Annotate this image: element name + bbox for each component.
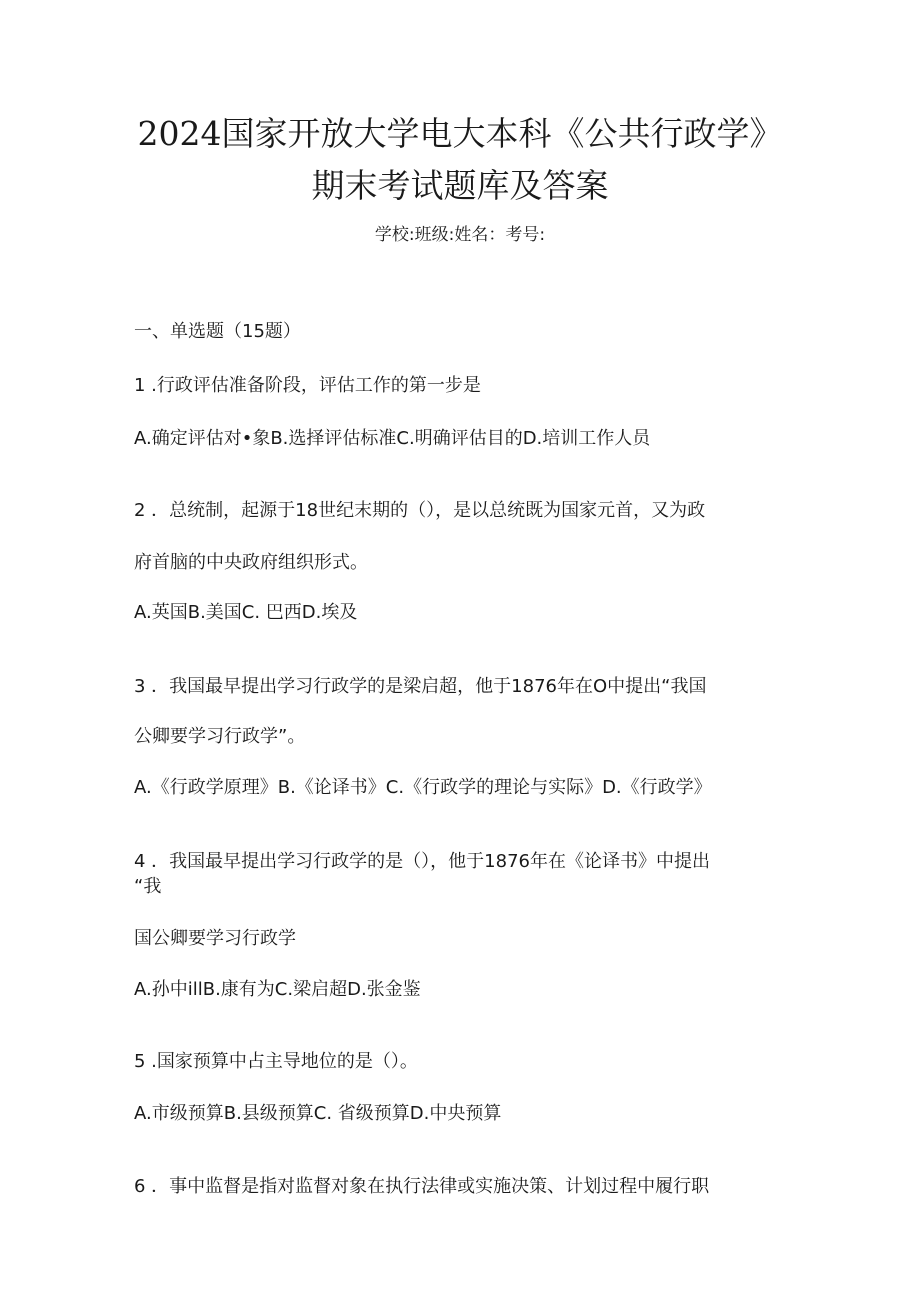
- question-5-options: A.市级预算B.县级预算C. 省级预算D.中央预算: [134, 1103, 502, 1124]
- question-2-stem-line-2: 府首脑的中央政府组织形式。: [134, 552, 368, 573]
- question-3-stem-line-2: 公卿要学习行政学”。: [134, 726, 306, 747]
- question-4-stem-line-3: 国公卿要学习行政学: [134, 928, 296, 949]
- question-2-stem-line-1: 2 ．总统制，起源于18世纪末期的（），是以总统既为国家元首，又为政: [134, 500, 706, 521]
- question-5-stem: 5 .国家预算中占主导地位的是（）。: [134, 1051, 418, 1072]
- student-info-line: 学校:班级:姓名：考号:: [374, 225, 546, 245]
- question-1-options: A.确定评估对•象B.选择评估标准C.明确评估目的D.培训工作人员: [134, 428, 651, 449]
- question-3-options: A.《行政学原理》B.《论译书》C.《行政学的理论与实际》D.《行政学》: [134, 777, 712, 798]
- section-heading: 一、单选题（15题）: [134, 321, 301, 342]
- question-4-options: A.孙中illB.康有为C.梁启超D.张金鉴: [134, 979, 421, 1000]
- question-1-stem: 1 .行政评估准备阶段，评估工作的第一步是: [134, 375, 481, 396]
- document-title-line-1: 2024国家开放大学电大本科《公共行政学》: [137, 114, 783, 153]
- question-3-stem-line-1: 3 ．我国最早提出学习行政学的是梁启超，他于1876年在O中提出“我国: [134, 676, 707, 697]
- question-4-stem-line-2: “我: [134, 876, 162, 897]
- question-2-options: A.英国B.美国C. 巴西D.埃及: [134, 602, 358, 623]
- question-4-stem-line-1: 4 ．我国最早提出学习行政学的是（），他于1876年在《论译书》中提出: [134, 851, 710, 872]
- question-6-stem-line-1: 6 ．事中监督是指对监督对象在执行法律或实施决策、计划过程中履行职: [134, 1176, 710, 1197]
- document-title-line-2: 期末考试题库及答案: [311, 166, 609, 205]
